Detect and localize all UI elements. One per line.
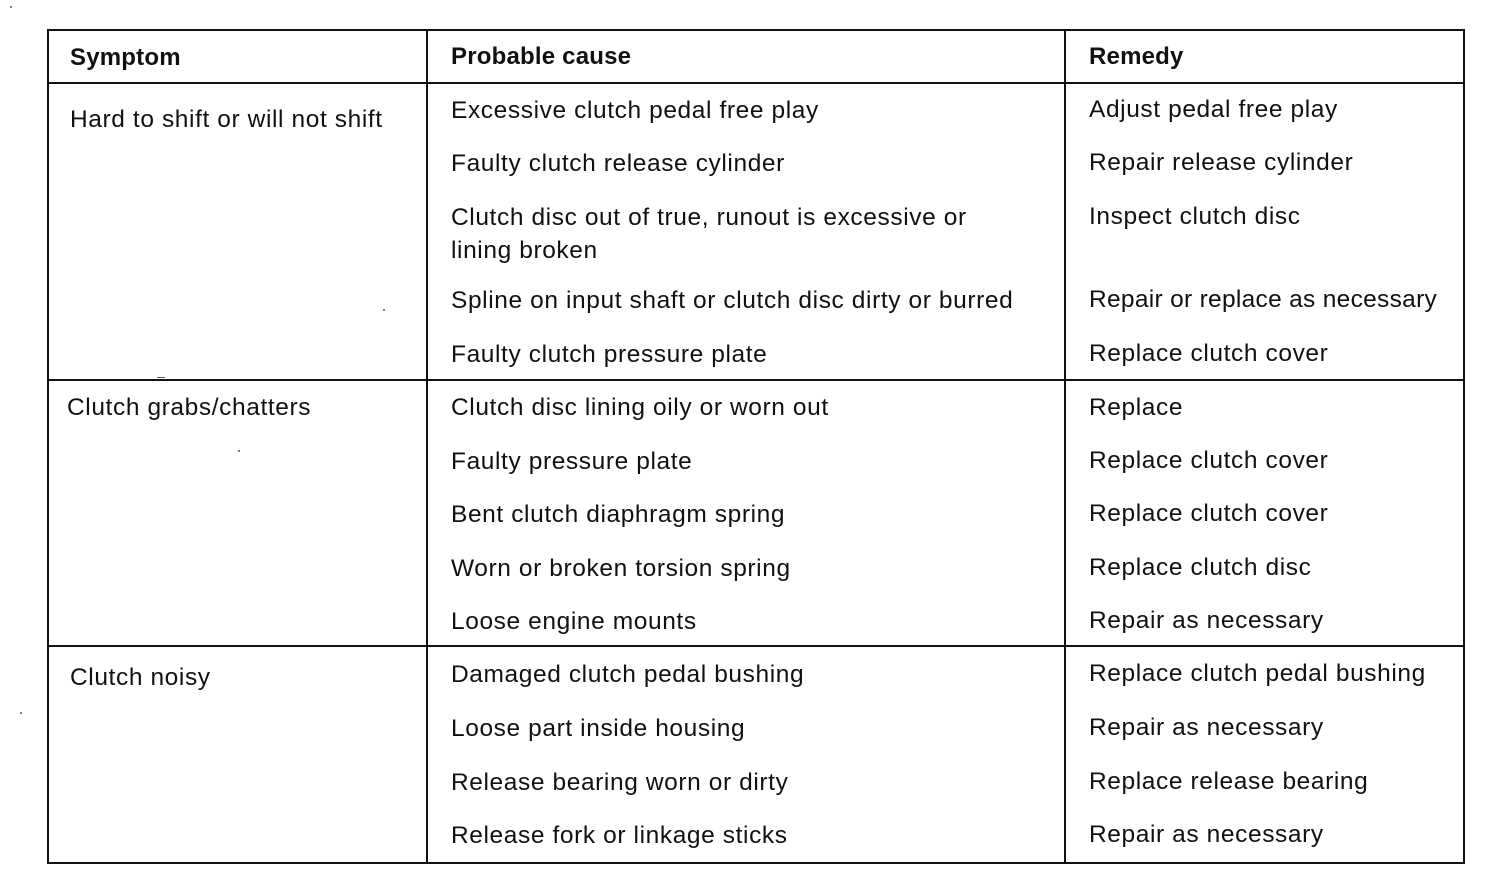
scan-speck xyxy=(10,6,12,8)
remedy-cell: Repair as necessary xyxy=(1089,714,1324,741)
group-divider-2 xyxy=(49,645,1463,647)
remedy-cell: Replace clutch cover xyxy=(1089,500,1329,527)
column-divider-1 xyxy=(426,31,428,862)
remedy-cell: Replace release bearing xyxy=(1089,768,1369,795)
troubleshooting-table xyxy=(47,29,1465,864)
scan-speck xyxy=(157,377,165,378)
header-remedy: Remedy xyxy=(1089,43,1184,70)
symptom-cell: Clutch noisy xyxy=(70,664,211,691)
cause-cell: Release fork or linkage sticks xyxy=(451,822,788,849)
cause-cell: Release bearing worn or dirty xyxy=(451,769,789,796)
remedy-cell: Repair as necessary xyxy=(1089,821,1324,848)
cause-cell: Faulty clutch pressure plate xyxy=(451,341,768,368)
remedy-cell: Adjust pedal free play xyxy=(1089,96,1338,123)
cause-cell: Spline on input shaft or clutch disc dirty or burred xyxy=(451,287,1014,314)
remedy-cell: Inspect clutch disc xyxy=(1089,203,1301,230)
header-divider xyxy=(49,82,1463,84)
cause-cell: Faulty clutch release cylinder xyxy=(451,150,785,177)
column-divider-2 xyxy=(1064,31,1066,862)
remedy-cell: Replace clutch cover xyxy=(1089,340,1329,367)
symptom-cell: Clutch grabs/chatters xyxy=(67,394,312,421)
cause-cell: Excessive clutch pedal free play xyxy=(451,97,819,124)
header-probable-cause: Probable cause xyxy=(451,43,632,70)
symptom-cell: Hard to shift or will not shift xyxy=(70,106,383,133)
cause-cell: Bent clutch diaphragm spring xyxy=(451,501,786,528)
header-symptom: Symptom xyxy=(70,44,181,71)
cause-cell: Clutch disc out of true, runout is excessive or lining broken xyxy=(451,204,967,264)
remedy-cell: Replace clutch disc xyxy=(1089,554,1312,581)
cause-cell: Faulty pressure plate xyxy=(451,448,693,475)
cause-cell: Loose part inside housing xyxy=(451,715,746,742)
remedy-cell: Repair as necessary xyxy=(1089,607,1324,634)
cause-cell: Loose engine mounts xyxy=(451,608,697,635)
cause-cell: Worn or broken torsion spring xyxy=(451,555,791,582)
remedy-cell: Replace xyxy=(1089,394,1184,421)
cause-cell: Damaged clutch pedal bushing xyxy=(451,661,805,688)
scan-speck xyxy=(383,309,385,311)
scan-speck xyxy=(238,450,240,452)
remedy-cell: Repair release cylinder xyxy=(1089,149,1354,176)
remedy-cell: Replace clutch pedal bushing xyxy=(1089,660,1426,687)
group-divider-1 xyxy=(49,379,1463,381)
scan-speck xyxy=(20,712,22,714)
remedy-cell: Repair or replace as necessary xyxy=(1089,286,1438,313)
cause-cell: Clutch disc lining oily or worn out xyxy=(451,394,829,421)
remedy-cell: Replace clutch cover xyxy=(1089,447,1329,474)
